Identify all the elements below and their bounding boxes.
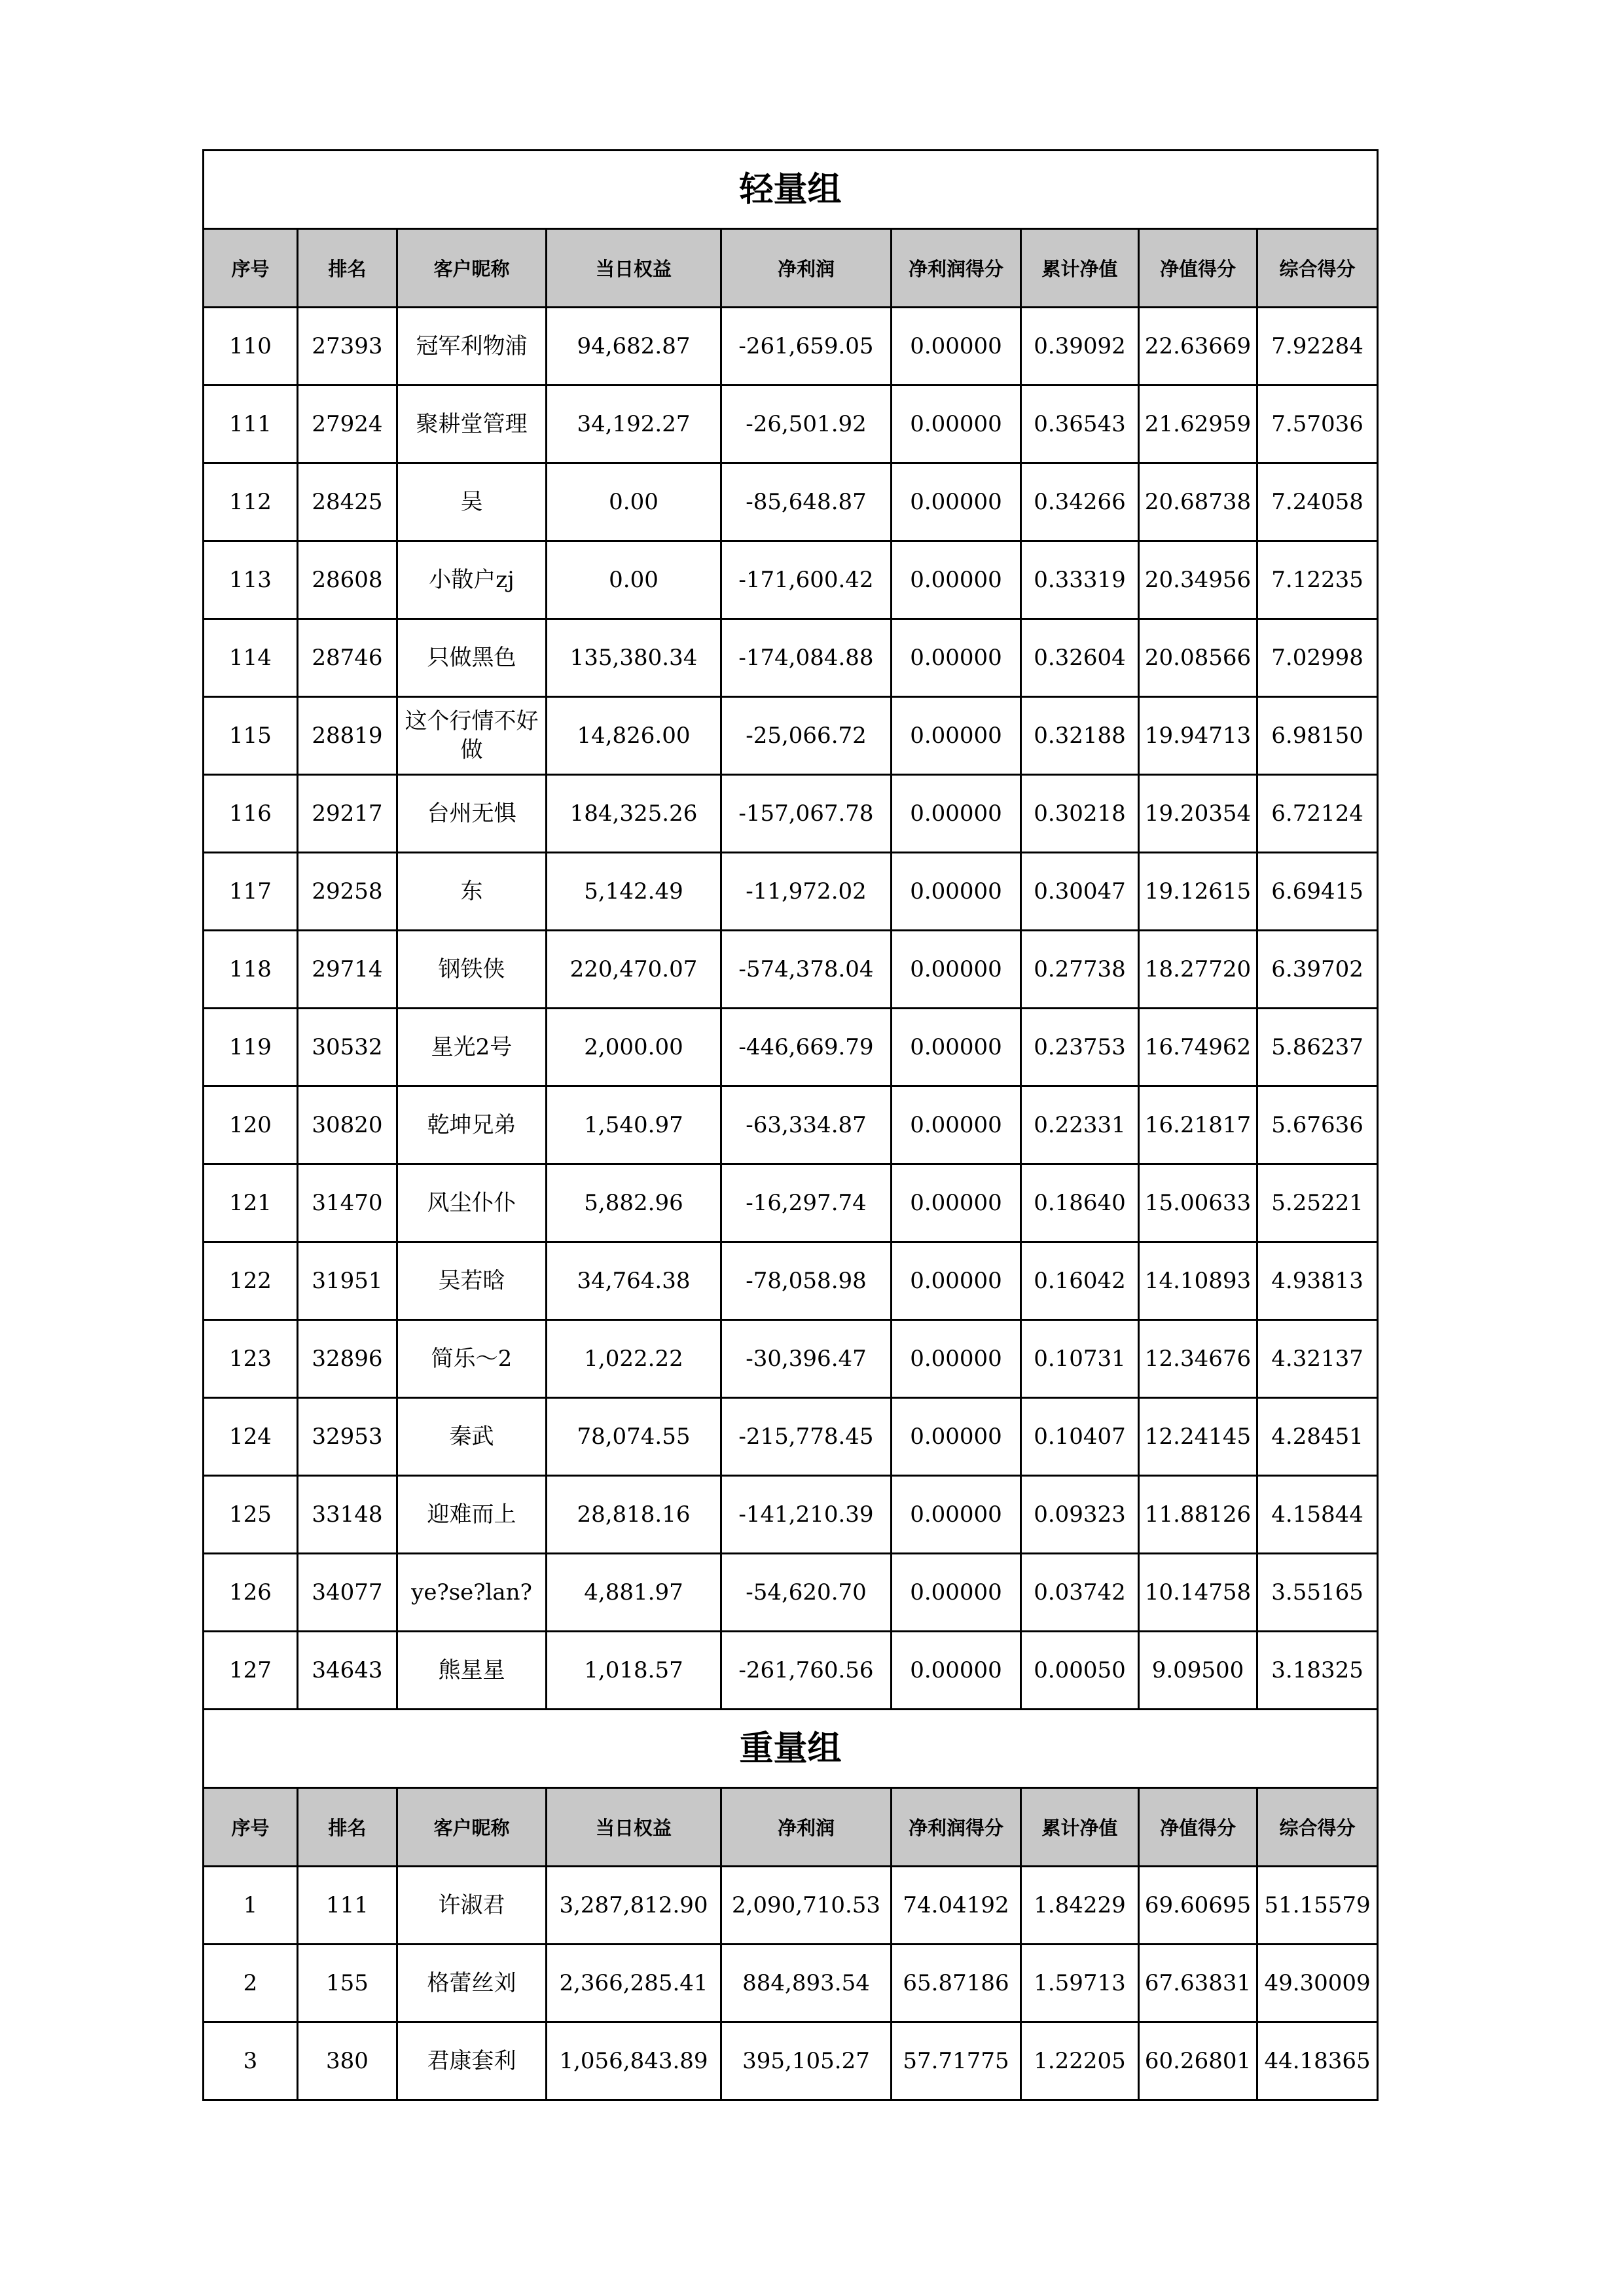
cell-total-score: 3.18325	[1257, 1632, 1378, 1710]
table-row	[204, 1398, 1378, 1476]
cell-nav-score: 67.63831	[1139, 1945, 1257, 2022]
cell-total-score: 49.30009	[1257, 1945, 1378, 2022]
cell-cumulative-nav: 0.10407	[1021, 1398, 1139, 1476]
cell-seq: 124	[204, 1398, 298, 1476]
cell-net-profit: -11,972.02	[721, 853, 892, 931]
cell-cumulative-nav: 1.22205	[1021, 2022, 1139, 2100]
cell-daily-equity: 1,022.22	[547, 1320, 721, 1398]
cell-nav-score: 21.62959	[1139, 386, 1257, 463]
table-row	[204, 931, 1378, 1009]
cell-net-profit-score: 0.00000	[892, 1320, 1021, 1398]
cell-rank: 27393	[298, 308, 397, 386]
cell-daily-equity: 135,380.34	[547, 619, 721, 697]
cell-daily-equity: 1,018.57	[547, 1632, 721, 1710]
cell-rank: 111	[298, 1867, 397, 1945]
cell-net-profit-score: 0.00000	[892, 619, 1021, 697]
cell-net-profit: -174,084.88	[721, 619, 892, 697]
cell-nickname: 冠军利物浦	[397, 308, 547, 386]
cell-cumulative-nav: 0.34266	[1021, 463, 1139, 541]
cell-total-score: 5.86237	[1257, 1009, 1378, 1086]
cell-nav-score: 20.08566	[1139, 619, 1257, 697]
column-header-daily-equity: 当日权益	[547, 1788, 721, 1867]
cell-net-profit: -141,210.39	[721, 1476, 892, 1554]
cell-cumulative-nav: 0.32188	[1021, 697, 1139, 775]
cell-seq: 2	[204, 1945, 298, 2022]
table-row	[204, 775, 1378, 853]
cell-nav-score: 22.63669	[1139, 308, 1257, 386]
cell-net-profit-score: 57.71775	[892, 2022, 1021, 2100]
cell-nav-score: 60.26801	[1139, 2022, 1257, 2100]
table-row	[204, 1009, 1378, 1086]
cell-seq: 111	[204, 386, 298, 463]
table-row	[204, 1945, 1378, 2022]
cell-daily-equity: 4,881.97	[547, 1554, 721, 1632]
cell-seq: 122	[204, 1242, 298, 1320]
table-row	[204, 1242, 1378, 1320]
column-header-seq: 序号	[204, 1788, 298, 1867]
cell-rank: 28746	[298, 619, 397, 697]
cell-nickname: 只做黑色	[397, 619, 547, 697]
table-row	[204, 463, 1378, 541]
cell-net-profit-score: 0.00000	[892, 1476, 1021, 1554]
cell-nav-score: 12.34676	[1139, 1320, 1257, 1398]
cell-rank: 33148	[298, 1476, 397, 1554]
cell-nav-score: 20.34956	[1139, 541, 1257, 619]
cell-nickname: 许淑君	[397, 1867, 547, 1945]
cell-cumulative-nav: 0.00050	[1021, 1632, 1139, 1710]
group-title: 轻量组	[204, 151, 1378, 229]
cell-total-score: 7.12235	[1257, 541, 1378, 619]
cell-seq: 123	[204, 1320, 298, 1398]
cell-rank: 32953	[298, 1398, 397, 1476]
cell-nickname: ye?se?lan?	[397, 1554, 547, 1632]
column-header-daily-equity: 当日权益	[547, 229, 721, 308]
cell-net-profit: -78,058.98	[721, 1242, 892, 1320]
cell-net-profit-score: 0.00000	[892, 1242, 1021, 1320]
table-row	[204, 1320, 1378, 1398]
cell-net-profit-score: 0.00000	[892, 853, 1021, 931]
cell-rank: 32896	[298, 1320, 397, 1398]
cell-cumulative-nav: 0.32604	[1021, 619, 1139, 697]
cell-nickname: 熊星星	[397, 1632, 547, 1710]
cell-net-profit: -30,396.47	[721, 1320, 892, 1398]
cell-rank: 28819	[298, 697, 397, 775]
cell-cumulative-nav: 0.30047	[1021, 853, 1139, 931]
cell-nav-score: 11.88126	[1139, 1476, 1257, 1554]
cell-cumulative-nav: 0.22331	[1021, 1086, 1139, 1164]
cell-total-score: 3.55165	[1257, 1554, 1378, 1632]
cell-seq: 3	[204, 2022, 298, 2100]
column-header-nickname: 客户昵称	[397, 1788, 547, 1867]
cell-net-profit-score: 0.00000	[892, 463, 1021, 541]
cell-daily-equity: 5,142.49	[547, 853, 721, 931]
ranking-table	[202, 149, 1379, 2101]
table-row	[204, 1554, 1378, 1632]
group-title-row	[204, 1710, 1378, 1788]
cell-net-profit: 2,090,710.53	[721, 1867, 892, 1945]
cell-rank: 28608	[298, 541, 397, 619]
cell-nav-score: 18.27720	[1139, 931, 1257, 1009]
cell-net-profit-score: 0.00000	[892, 931, 1021, 1009]
cell-nav-score: 10.14758	[1139, 1554, 1257, 1632]
cell-cumulative-nav: 0.09323	[1021, 1476, 1139, 1554]
cell-nickname: 君康套利	[397, 2022, 547, 2100]
cell-net-profit: -261,760.56	[721, 1632, 892, 1710]
cell-net-profit-score: 0.00000	[892, 308, 1021, 386]
cell-rank: 380	[298, 2022, 397, 2100]
cell-daily-equity: 14,826.00	[547, 697, 721, 775]
header-row	[204, 1788, 1378, 1867]
cell-nav-score: 20.68738	[1139, 463, 1257, 541]
column-header-total-score: 综合得分	[1257, 1788, 1378, 1867]
cell-cumulative-nav: 0.23753	[1021, 1009, 1139, 1086]
cell-total-score: 6.72124	[1257, 775, 1378, 853]
table-row	[204, 2022, 1378, 2100]
cell-rank: 28425	[298, 463, 397, 541]
table-row	[204, 308, 1378, 386]
cell-total-score: 7.24058	[1257, 463, 1378, 541]
cell-total-score: 4.93813	[1257, 1242, 1378, 1320]
table-row	[204, 1164, 1378, 1242]
cell-nickname: 星光2号	[397, 1009, 547, 1086]
cell-net-profit: -171,600.42	[721, 541, 892, 619]
cell-net-profit: -215,778.45	[721, 1398, 892, 1476]
cell-net-profit: -574,378.04	[721, 931, 892, 1009]
table-row	[204, 1476, 1378, 1554]
table-row	[204, 697, 1378, 775]
cell-rank: 27924	[298, 386, 397, 463]
cell-total-score: 7.92284	[1257, 308, 1378, 386]
cell-rank: 31470	[298, 1164, 397, 1242]
cell-daily-equity: 0.00	[547, 541, 721, 619]
cell-seq: 127	[204, 1632, 298, 1710]
cell-daily-equity: 2,000.00	[547, 1009, 721, 1086]
cell-nickname: 迎难而上	[397, 1476, 547, 1554]
cell-daily-equity: 1,056,843.89	[547, 2022, 721, 2100]
cell-total-score: 4.28451	[1257, 1398, 1378, 1476]
column-header-net-profit: 净利润	[721, 1788, 892, 1867]
column-header-rank: 排名	[298, 1788, 397, 1867]
cell-nickname: 简乐～2	[397, 1320, 547, 1398]
cell-seq: 120	[204, 1086, 298, 1164]
cell-total-score: 5.67636	[1257, 1086, 1378, 1164]
column-header-net-profit-score: 净利润得分	[892, 1788, 1021, 1867]
cell-daily-equity: 184,325.26	[547, 775, 721, 853]
cell-nickname: 小散户zj	[397, 541, 547, 619]
table-row	[204, 386, 1378, 463]
column-header-cumulative-nav: 累计净值	[1021, 229, 1139, 308]
cell-rank: 29217	[298, 775, 397, 853]
ranking-sheet	[202, 149, 1377, 2101]
column-header-cumulative-nav: 累计净值	[1021, 1788, 1139, 1867]
column-header-total-score: 综合得分	[1257, 229, 1378, 308]
cell-net-profit-score: 65.87186	[892, 1945, 1021, 2022]
cell-net-profit-score: 0.00000	[892, 775, 1021, 853]
column-header-nav-score: 净值得分	[1139, 229, 1257, 308]
cell-nickname: 格蕾丝刘	[397, 1945, 547, 2022]
cell-total-score: 7.57036	[1257, 386, 1378, 463]
cell-daily-equity: 28,818.16	[547, 1476, 721, 1554]
cell-net-profit: 884,893.54	[721, 1945, 892, 2022]
cell-total-score: 51.15579	[1257, 1867, 1378, 1945]
cell-nickname: 这个行情不好做	[397, 697, 547, 775]
cell-nickname: 风尘仆仆	[397, 1164, 547, 1242]
cell-nickname: 台州无惧	[397, 775, 547, 853]
cell-daily-equity: 0.00	[547, 463, 721, 541]
cell-nav-score: 19.12615	[1139, 853, 1257, 931]
cell-rank: 31951	[298, 1242, 397, 1320]
cell-net-profit-score: 0.00000	[892, 541, 1021, 619]
cell-seq: 126	[204, 1554, 298, 1632]
column-header-rank: 排名	[298, 229, 397, 308]
cell-seq: 117	[204, 853, 298, 931]
cell-total-score: 6.69415	[1257, 853, 1378, 931]
cell-nav-score: 9.09500	[1139, 1632, 1257, 1710]
group-title: 重量组	[204, 1710, 1378, 1788]
cell-nickname: 吴	[397, 463, 547, 541]
cell-net-profit-score: 0.00000	[892, 697, 1021, 775]
column-header-nickname: 客户昵称	[397, 229, 547, 308]
cell-rank: 29714	[298, 931, 397, 1009]
table-row	[204, 619, 1378, 697]
cell-seq: 116	[204, 775, 298, 853]
cell-daily-equity: 78,074.55	[547, 1398, 721, 1476]
cell-cumulative-nav: 0.30218	[1021, 775, 1139, 853]
cell-daily-equity: 3,287,812.90	[547, 1867, 721, 1945]
cell-rank: 29258	[298, 853, 397, 931]
cell-net-profit: -63,334.87	[721, 1086, 892, 1164]
column-header-net-profit: 净利润	[721, 229, 892, 308]
cell-daily-equity: 94,682.87	[547, 308, 721, 386]
cell-nav-score: 16.21817	[1139, 1086, 1257, 1164]
cell-nav-score: 12.24145	[1139, 1398, 1257, 1476]
cell-nickname: 东	[397, 853, 547, 931]
cell-nickname: 吴若晗	[397, 1242, 547, 1320]
cell-net-profit: -446,669.79	[721, 1009, 892, 1086]
cell-net-profit: -157,067.78	[721, 775, 892, 853]
cell-net-profit-score: 0.00000	[892, 1398, 1021, 1476]
cell-net-profit: -261,659.05	[721, 308, 892, 386]
cell-nav-score: 69.60695	[1139, 1867, 1257, 1945]
cell-cumulative-nav: 1.84229	[1021, 1867, 1139, 1945]
cell-total-score: 5.25221	[1257, 1164, 1378, 1242]
cell-cumulative-nav: 1.59713	[1021, 1945, 1139, 2022]
cell-total-score: 44.18365	[1257, 2022, 1378, 2100]
cell-nav-score: 14.10893	[1139, 1242, 1257, 1320]
cell-rank: 34643	[298, 1632, 397, 1710]
header-row	[204, 229, 1378, 308]
cell-nav-score: 19.20354	[1139, 775, 1257, 853]
table-row	[204, 1867, 1378, 1945]
cell-cumulative-nav: 0.39092	[1021, 308, 1139, 386]
cell-nickname: 钢铁侠	[397, 931, 547, 1009]
cell-daily-equity: 220,470.07	[547, 931, 721, 1009]
cell-net-profit-score: 0.00000	[892, 386, 1021, 463]
cell-seq: 125	[204, 1476, 298, 1554]
cell-total-score: 4.32137	[1257, 1320, 1378, 1398]
cell-net-profit: -85,648.87	[721, 463, 892, 541]
column-header-net-profit-score: 净利润得分	[892, 229, 1021, 308]
cell-net-profit-score: 0.00000	[892, 1009, 1021, 1086]
cell-nickname: 秦武	[397, 1398, 547, 1476]
cell-net-profit-score: 0.00000	[892, 1164, 1021, 1242]
cell-rank: 30532	[298, 1009, 397, 1086]
cell-daily-equity: 1,540.97	[547, 1086, 721, 1164]
cell-seq: 114	[204, 619, 298, 697]
cell-daily-equity: 34,192.27	[547, 386, 721, 463]
cell-net-profit-score: 0.00000	[892, 1086, 1021, 1164]
cell-cumulative-nav: 0.36543	[1021, 386, 1139, 463]
cell-net-profit: -54,620.70	[721, 1554, 892, 1632]
cell-nav-score: 15.00633	[1139, 1164, 1257, 1242]
cell-rank: 30820	[298, 1086, 397, 1164]
cell-net-profit-score: 74.04192	[892, 1867, 1021, 1945]
table-row	[204, 541, 1378, 619]
cell-seq: 118	[204, 931, 298, 1009]
cell-seq: 112	[204, 463, 298, 541]
cell-net-profit-score: 0.00000	[892, 1554, 1021, 1632]
column-header-seq: 序号	[204, 229, 298, 308]
cell-nickname: 乾坤兄弟	[397, 1086, 547, 1164]
cell-net-profit: 395,105.27	[721, 2022, 892, 2100]
cell-seq: 119	[204, 1009, 298, 1086]
cell-rank: 34077	[298, 1554, 397, 1632]
cell-seq: 113	[204, 541, 298, 619]
cell-cumulative-nav: 0.16042	[1021, 1242, 1139, 1320]
cell-cumulative-nav: 0.33319	[1021, 541, 1139, 619]
cell-rank: 155	[298, 1945, 397, 2022]
cell-nav-score: 19.94713	[1139, 697, 1257, 775]
cell-seq: 110	[204, 308, 298, 386]
group-title-row	[204, 151, 1378, 229]
cell-total-score: 4.15844	[1257, 1476, 1378, 1554]
table-row	[204, 1086, 1378, 1164]
cell-daily-equity: 2,366,285.41	[547, 1945, 721, 2022]
cell-total-score: 6.39702	[1257, 931, 1378, 1009]
cell-seq: 115	[204, 697, 298, 775]
cell-seq: 121	[204, 1164, 298, 1242]
cell-total-score: 7.02998	[1257, 619, 1378, 697]
cell-daily-equity: 5,882.96	[547, 1164, 721, 1242]
cell-daily-equity: 34,764.38	[547, 1242, 721, 1320]
table-row	[204, 853, 1378, 931]
cell-nickname: 聚耕堂管理	[397, 386, 547, 463]
cell-cumulative-nav: 0.27738	[1021, 931, 1139, 1009]
cell-seq: 1	[204, 1867, 298, 1945]
column-header-nav-score: 净值得分	[1139, 1788, 1257, 1867]
cell-net-profit: -16,297.74	[721, 1164, 892, 1242]
cell-cumulative-nav: 0.10731	[1021, 1320, 1139, 1398]
cell-cumulative-nav: 0.03742	[1021, 1554, 1139, 1632]
cell-cumulative-nav: 0.18640	[1021, 1164, 1139, 1242]
table-row	[204, 1632, 1378, 1710]
cell-net-profit-score: 0.00000	[892, 1632, 1021, 1710]
cell-total-score: 6.98150	[1257, 697, 1378, 775]
cell-nav-score: 16.74962	[1139, 1009, 1257, 1086]
cell-net-profit: -25,066.72	[721, 697, 892, 775]
cell-net-profit: -26,501.92	[721, 386, 892, 463]
